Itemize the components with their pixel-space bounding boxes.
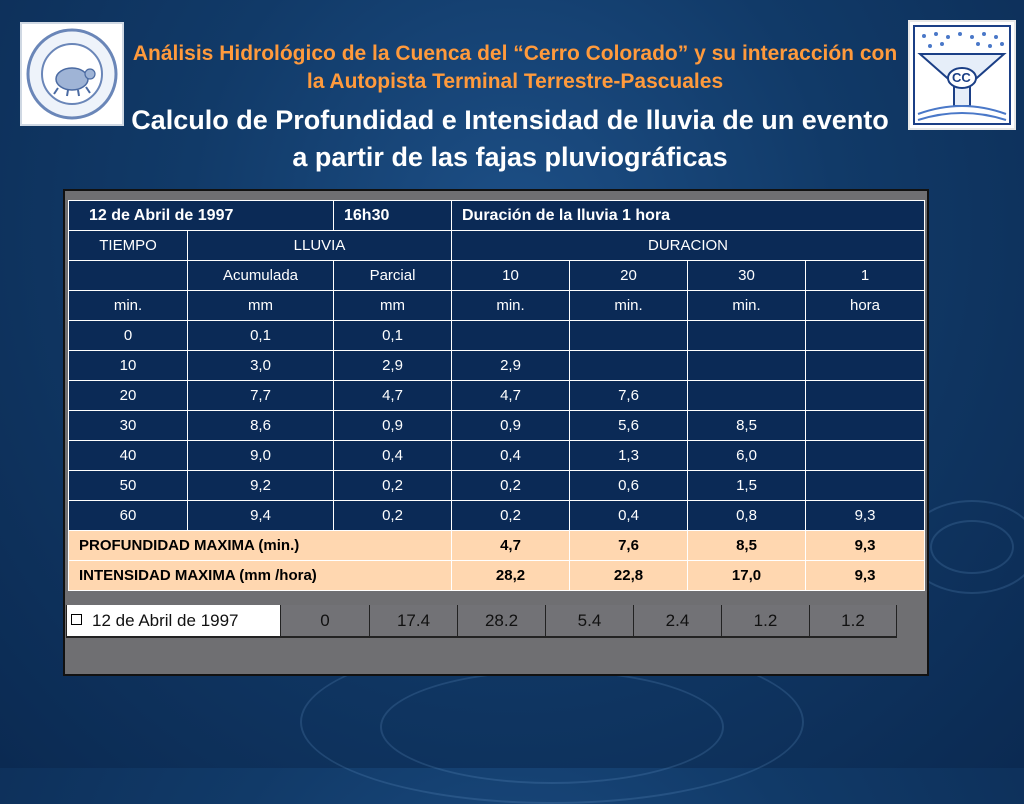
profundidad-value: 8,5 (688, 531, 806, 561)
unit-cell: min. (570, 291, 688, 321)
table-cell: 0,9 (334, 411, 452, 441)
table-cell: 1,3 (570, 441, 688, 471)
table-cell: 0,4 (452, 441, 570, 471)
rainfall-table (68, 200, 925, 591)
subheader-cell: 20 (570, 261, 688, 291)
subheader-cell: 1 (806, 261, 925, 291)
table-cell (688, 381, 806, 411)
table-cell: 8,5 (688, 411, 806, 441)
subheader-cell: 10 (452, 261, 570, 291)
table-cell (688, 321, 806, 351)
table-cell: 0,4 (334, 441, 452, 471)
profundidad-value: 9,3 (806, 531, 925, 561)
table-cell: 2,9 (334, 351, 452, 381)
intensidad-value: 17,0 (688, 561, 806, 591)
unit-cell: min. (69, 291, 188, 321)
table-cell (806, 441, 925, 471)
header-duration: Duración de la lluvia 1 hora (452, 201, 925, 231)
table-cell: 9,3 (806, 501, 925, 531)
intensidad-value: 9,3 (806, 561, 925, 591)
table-cell: 1,5 (688, 471, 806, 501)
table-cell (806, 351, 925, 381)
legend-series-label: 12 de Abril de 1997 (92, 610, 239, 630)
profundidad-row (69, 531, 925, 561)
table-row (69, 471, 925, 501)
table-cell: 0,2 (334, 471, 452, 501)
table-cell: 0,1 (334, 321, 452, 351)
table-cell: 60 (69, 501, 188, 531)
table-cell: 0,2 (452, 501, 570, 531)
table-cell: 10 (69, 351, 188, 381)
table-cell: 7,7 (188, 381, 334, 411)
table-cell (688, 351, 806, 381)
chart-legend-table (66, 605, 897, 638)
slide-title: Análisis Hidrológico de la Cuenca del “Cerro Colorado” y su interacción con la Autopista Terminal Terrestre-Pascuales (132, 42, 898, 93)
espol-logo (20, 22, 124, 126)
legend-row (67, 605, 897, 637)
table-cell: 0,9 (452, 411, 570, 441)
profundidad-label: PROFUNDIDAD MAXIMA (min.) (69, 531, 452, 561)
table-row (69, 321, 925, 351)
group-header-row (69, 231, 925, 261)
unit-cell: hora (806, 291, 925, 321)
table-cell: 0,4 (570, 501, 688, 531)
profundidad-value: 7,6 (570, 531, 688, 561)
table-row (69, 351, 925, 381)
cc-logo (908, 20, 1016, 130)
table-cell (570, 321, 688, 351)
table-cell: 0,8 (688, 501, 806, 531)
table-row (69, 501, 925, 531)
table-cell: 0,2 (452, 471, 570, 501)
legend-value: 0 (281, 605, 370, 637)
intensidad-label: INTENSIDAD MAXIMA (mm /hora) (69, 561, 452, 591)
legend-value: 17.4 (370, 605, 458, 637)
legend-value: 2.4 (634, 605, 722, 637)
table-cell: 0,1 (188, 321, 334, 351)
legend-series-cell (67, 605, 281, 637)
table-row (69, 381, 925, 411)
table-cell: 3,0 (188, 351, 334, 381)
subheader-row (69, 261, 925, 291)
legend-value: 5.4 (546, 605, 634, 637)
header-time: 16h30 (334, 201, 452, 231)
legend-value: 28.2 (458, 605, 546, 637)
subheader-cell: Acumulada (188, 261, 334, 291)
cc-logo-text: CC (952, 70, 971, 85)
table-cell (806, 411, 925, 441)
table-cell: 0,6 (570, 471, 688, 501)
intensidad-row (69, 561, 925, 591)
subheader-cell: 30 (688, 261, 806, 291)
table-cell: 40 (69, 441, 188, 471)
group-tiempo: TIEMPO (69, 231, 188, 261)
profundidad-value: 4,7 (452, 531, 570, 561)
table-cell: 4,7 (452, 381, 570, 411)
table-cell (806, 321, 925, 351)
table-cell (806, 381, 925, 411)
table-cell: 9,0 (188, 441, 334, 471)
intensidad-value: 22,8 (570, 561, 688, 591)
legend-value: 1.2 (722, 605, 810, 637)
table-cell: 5,6 (570, 411, 688, 441)
table-cell: 20 (69, 381, 188, 411)
legend-value: 1.2 (810, 605, 897, 637)
slide-subtitle: Calculo de Profundidad e Intensidad de lluvia de un evento a partir de las fajas pluviográficas (131, 105, 889, 172)
table-cell: 9,4 (188, 501, 334, 531)
table-cell: 0 (69, 321, 188, 351)
table-cell: 7,6 (570, 381, 688, 411)
table-cell: 50 (69, 471, 188, 501)
table-cell: 6,0 (688, 441, 806, 471)
table-cell: 0,2 (334, 501, 452, 531)
unit-cell: min. (452, 291, 570, 321)
group-lluvia: LLUVIA (188, 231, 452, 261)
table-cell (452, 321, 570, 351)
table-cell (570, 351, 688, 381)
subheader-cell (69, 261, 188, 291)
legend-marker-icon (71, 614, 82, 625)
units-row (69, 291, 925, 321)
unit-cell: mm (188, 291, 334, 321)
table-cell: 2,9 (452, 351, 570, 381)
table-cell: 4,7 (334, 381, 452, 411)
header-date: 12 de Abril de 1997 (69, 201, 334, 231)
table-cell: 30 (69, 411, 188, 441)
subheader-cell: Parcial (334, 261, 452, 291)
group-duracion: DURACION (452, 231, 925, 261)
intensidad-value: 28,2 (452, 561, 570, 591)
table-cell: 9,2 (188, 471, 334, 501)
table-header-row (69, 201, 925, 231)
unit-cell: min. (688, 291, 806, 321)
table-row (69, 411, 925, 441)
table-cell (806, 471, 925, 501)
ripple-decoration (380, 670, 724, 784)
table-cell: 8,6 (188, 411, 334, 441)
table-row (69, 441, 925, 471)
unit-cell: mm (334, 291, 452, 321)
